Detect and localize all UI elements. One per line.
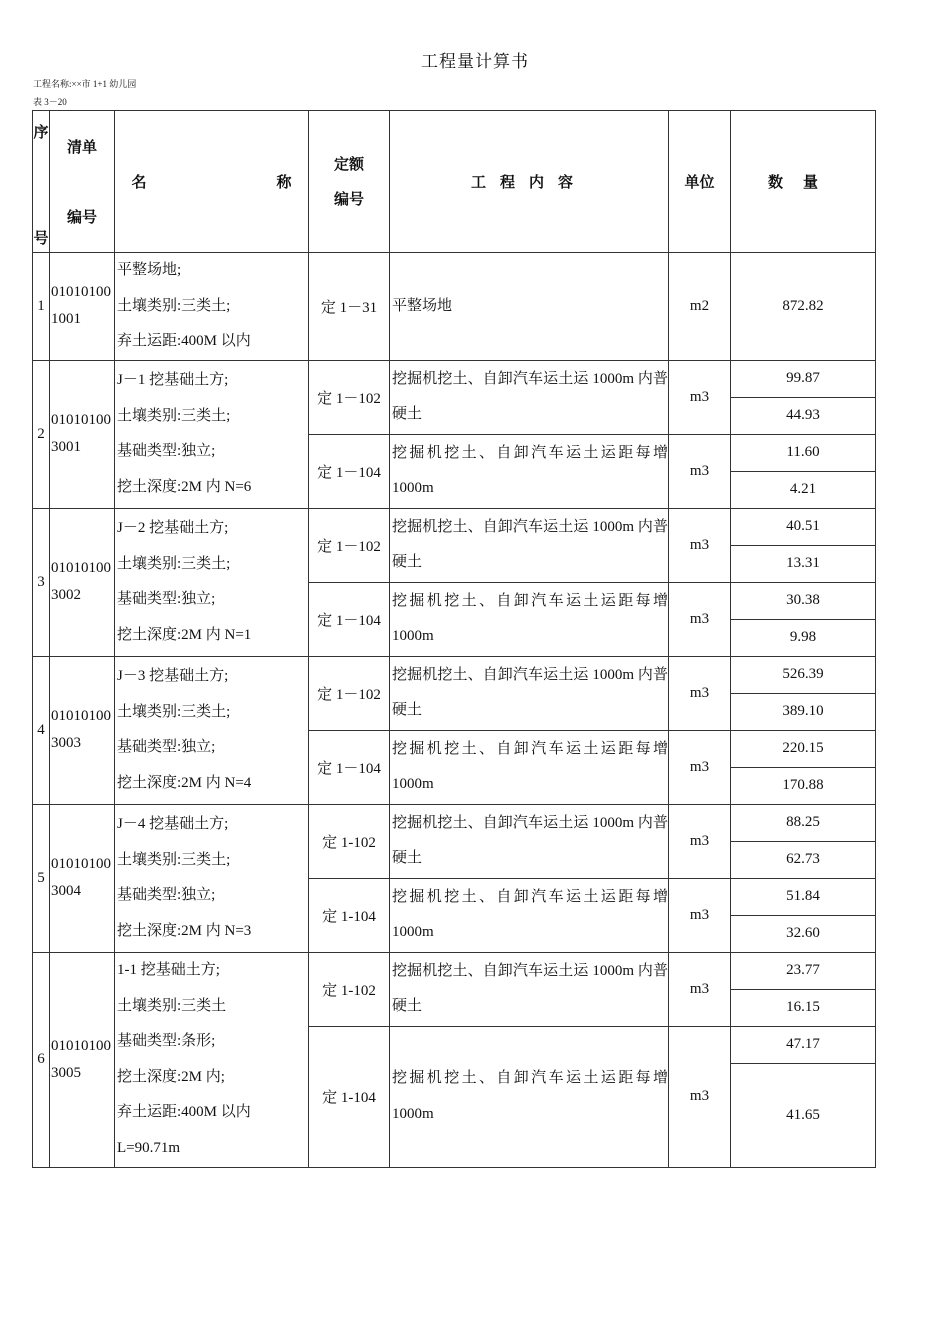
name-line: J－1 挖基础土方; [117, 372, 229, 388]
quota-cell: 定 1－104 [309, 582, 390, 656]
header-code-top: 清单 [66, 137, 97, 156]
qty-cell: 872.82 [731, 253, 876, 361]
header-quota [309, 111, 390, 253]
code-cell [50, 804, 115, 952]
code-part: 1001 [51, 311, 81, 328]
code-cell [50, 253, 115, 361]
code-cell [50, 952, 115, 1167]
qty-cell: 220.15 [731, 730, 876, 767]
code-part: 01010100 [51, 708, 111, 724]
unit-cell: m3 [669, 508, 731, 582]
code-part: 3002 [51, 587, 81, 603]
name-line: 基础类型:独立; [117, 591, 216, 607]
name-line: 土壤类别:三类土; [117, 555, 231, 572]
header-seq [33, 111, 50, 253]
qty-cell: 40.51 [731, 508, 876, 545]
header-qty: 数量 [731, 111, 876, 253]
name-line: J－4 挖基础土方; [117, 816, 229, 832]
name-line: 土壤类别:三类土; [117, 407, 231, 424]
quota-cell: 定 1-104 [309, 1026, 390, 1167]
name-line: 土壤类别:三类土; [117, 851, 231, 868]
name-line: J－3 挖基础土方; [117, 668, 229, 684]
qty-cell: 32.60 [731, 915, 876, 952]
qty-cell: 16.15 [731, 989, 876, 1026]
qty-cell: 51.84 [731, 878, 876, 915]
name-line: 挖土深度:2M 内 N=6 [117, 478, 252, 495]
name-line: 弃土运距:400M 以内 [117, 333, 251, 349]
name-line: 弃土运距:400M 以内 [117, 1104, 251, 1120]
name-line: 基础类型:独立; [117, 887, 216, 903]
unit-cell: m3 [669, 804, 731, 878]
name-line: 土壤类别:三类土; [117, 703, 231, 720]
code-cell [50, 656, 115, 804]
quota-cell: 定 1-102 [309, 952, 390, 1026]
name-line: 1-1 挖基础土方; [117, 962, 220, 978]
name-line: 挖土深度:2M 内 N=1 [117, 626, 252, 643]
name-line: 基础类型:条形; [117, 1033, 216, 1049]
code-part: 3005 [51, 1064, 81, 1081]
name-cell [115, 253, 309, 361]
table-row [33, 360, 876, 397]
qty-cell: 9.98 [731, 619, 876, 656]
quota-cell: 定 1－104 [309, 730, 390, 804]
name-line: 平整场地; [117, 262, 182, 278]
qty-cell: 526.39 [731, 656, 876, 693]
qty-cell: 88.25 [731, 804, 876, 841]
quota-cell: 定 1-102 [309, 804, 390, 878]
content-cell: 挖掘机挖土、自卸汽车运土运 1000m 内普硬土 [390, 952, 669, 1026]
seq-cell: 5 [33, 804, 50, 952]
content-cell: 挖掘机挖土、自卸汽车运土运 1000m 内普硬土 [390, 804, 669, 878]
header-code [50, 111, 115, 253]
seq-cell: 3 [33, 508, 50, 656]
quota-cell: 定 1－102 [309, 360, 390, 434]
code-part: 3004 [51, 883, 81, 899]
header-seq-bottom: 号 [33, 229, 49, 247]
qty-cell: 389.10 [731, 693, 876, 730]
code-cell [50, 360, 115, 508]
name-cell [115, 360, 309, 508]
header-name [115, 111, 309, 253]
unit-cell: m3 [669, 1026, 731, 1167]
qty-cell: 13.31 [731, 545, 876, 582]
content-cell: 挖掘机挖土、自卸汽车运土运距每增 1000m [390, 434, 669, 508]
header-code-bottom: 编号 [66, 207, 97, 226]
qty-cell: 4.21 [731, 471, 876, 508]
content-cell: 挖掘机挖土、自卸汽车运土运距每增 1000m [390, 878, 669, 952]
code-part: 01010100 [51, 412, 111, 428]
qty-cell: 47.17 [731, 1026, 876, 1063]
qty-cell: 170.88 [731, 767, 876, 804]
unit-cell: m3 [669, 434, 731, 508]
table-header-row [33, 111, 876, 253]
code-cell [50, 508, 115, 656]
content-cell: 挖掘机挖土、自卸汽车运土运 1000m 内普硬土 [390, 360, 669, 434]
table-row [33, 952, 876, 989]
name-cell [115, 952, 309, 1167]
code-part: 3001 [51, 439, 81, 455]
name-line: 基础类型:独立; [117, 443, 216, 459]
qty-cell: 41.65 [731, 1063, 876, 1167]
unit-cell: m3 [669, 360, 731, 434]
seq-cell: 4 [33, 656, 50, 804]
name-line: 土壤类别:三类土; [117, 297, 231, 314]
content-cell: 挖掘机挖土、自卸汽车运土运 1000m 内普硬土 [390, 508, 669, 582]
name-cell [115, 508, 309, 656]
qty-cell: 44.93 [731, 397, 876, 434]
quota-cell: 定 1－102 [309, 656, 390, 730]
code-part: 01010100 [51, 560, 111, 576]
unit-cell: m3 [669, 878, 731, 952]
name-line: 挖土深度:2M 内 N=3 [117, 922, 252, 939]
content-cell: 挖掘机挖土、自卸汽车运土运 1000m 内普硬土 [390, 656, 669, 730]
header-content: 工程内容 [390, 111, 669, 253]
header-quota-bottom: 编号 [333, 189, 364, 208]
name-line: 挖土深度:2M 内 N=4 [117, 774, 252, 791]
content-cell: 挖掘机挖土、自卸汽车运土运距每增 1000m [390, 730, 669, 804]
content-cell: 平整场地 [390, 253, 669, 361]
table-number: 表 3－20 [33, 97, 67, 107]
qty-cell: 62.73 [731, 841, 876, 878]
unit-cell: m3 [669, 582, 731, 656]
name-line: J－2 挖基础土方; [117, 520, 229, 536]
name-line: 土壤类别:三类土 [117, 997, 227, 1014]
unit-cell: m2 [669, 253, 731, 361]
code-part: 01010100 [51, 856, 111, 872]
name-cell [115, 656, 309, 804]
qty-cell: 99.87 [731, 360, 876, 397]
header-quota-top: 定额 [333, 154, 364, 173]
unit-cell: m3 [669, 952, 731, 1026]
seq-cell: 1 [33, 253, 50, 361]
table-body [33, 253, 876, 1168]
table-row [33, 804, 876, 841]
name-line: 基础类型:独立; [117, 739, 216, 755]
seq-cell: 2 [33, 360, 50, 508]
header-unit: 单位 [669, 111, 731, 253]
quota-cell: 定 1－31 [309, 253, 390, 361]
quota-cell: 定 1－104 [309, 434, 390, 508]
project-name: 工程名称:××市 1+1 幼儿园 [33, 79, 137, 89]
quota-cell: 定 1-104 [309, 878, 390, 952]
code-part: 01010100 [51, 284, 111, 301]
table-row [33, 656, 876, 693]
quantity-table [32, 110, 876, 1168]
table-row [33, 253, 876, 361]
code-part: 3003 [51, 735, 81, 751]
seq-cell: 6 [33, 952, 50, 1167]
qty-cell: 30.38 [731, 582, 876, 619]
header-seq-top: 序 [33, 123, 49, 141]
content-cell: 挖掘机挖土、自卸汽车运土运距每增 1000m [390, 582, 669, 656]
name-cell [115, 804, 309, 952]
content-cell: 挖掘机挖土、自卸汽车运土运距每增 1000m [390, 1026, 669, 1167]
unit-cell: m3 [669, 730, 731, 804]
qty-cell: 23.77 [731, 952, 876, 989]
name-line: 挖土深度:2M 内; [117, 1068, 225, 1085]
header-name-label: 名 称 [131, 173, 292, 191]
code-part: 01010100 [51, 1037, 111, 1054]
quota-cell: 定 1－102 [309, 508, 390, 582]
name-line: L=90.71m [117, 1139, 181, 1156]
unit-cell: m3 [669, 656, 731, 730]
table-row [33, 508, 876, 545]
document-title: 工程量计算书 [421, 52, 529, 71]
qty-cell: 11.60 [731, 434, 876, 471]
